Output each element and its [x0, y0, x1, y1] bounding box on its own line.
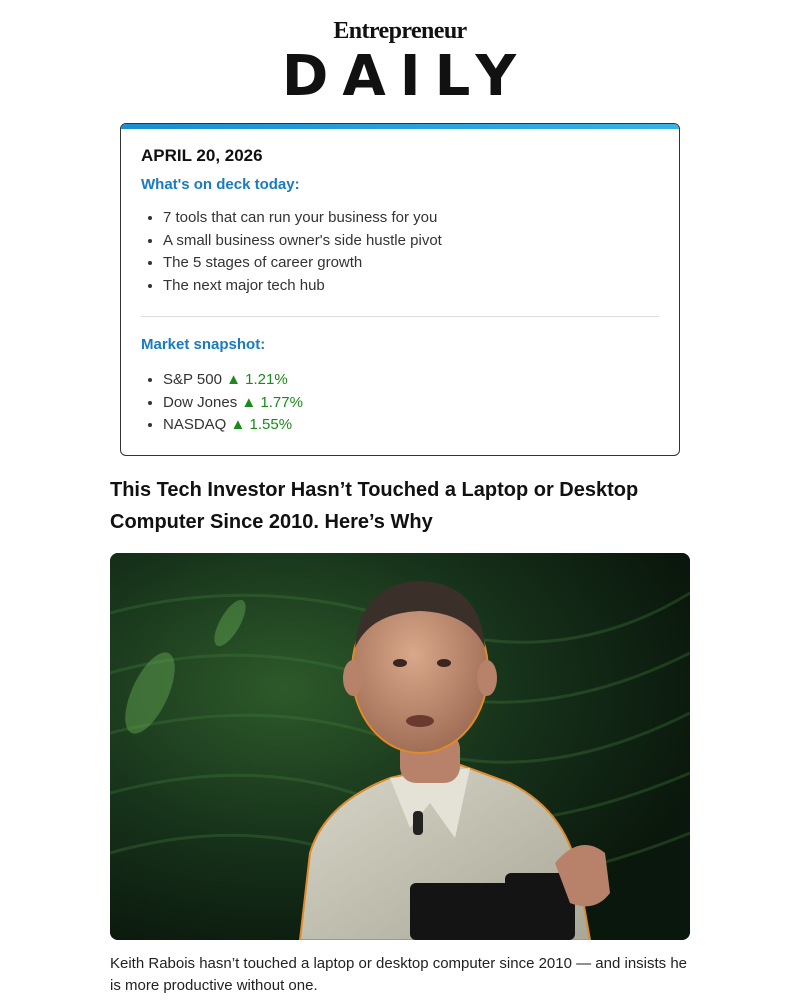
deck-item[interactable]: • 7 tools that can run your business for you [163, 207, 659, 230]
market-name: Dow Jones [163, 393, 238, 411]
market-name: S&P 500 [163, 371, 222, 388]
market-item [163, 414, 659, 437]
hero-illustration [110, 553, 690, 940]
market-item [163, 392, 659, 415]
market-change: ▲ 1.21% [226, 371, 288, 388]
deck-item[interactable]: • The 5 stages of career growth [163, 252, 659, 275]
deck-content [141, 146, 659, 437]
market-heading: Market snapshot: [141, 336, 266, 353]
deck-list [141, 207, 659, 297]
market-item [163, 369, 659, 392]
deck-item[interactable]: • The next major tech hub [163, 275, 659, 298]
divider [141, 316, 659, 317]
image-caption: Keith Rabois hasn’t touched a laptop or desktop computer since 2010 — and insists he is more productive without one. [110, 955, 688, 994]
market-change: ▲ 1.55% [230, 416, 293, 433]
deck-card [120, 123, 680, 456]
newsletter-title: DAILY [281, 44, 531, 109]
market-list [141, 369, 659, 437]
brand-logo[interactable]: Entrepreneur [333, 18, 467, 44]
issue-date: APRIL 20, 2026 [141, 146, 263, 165]
article-headline[interactable]: This Tech Investor Hasn’t Touched a Laptop or Desktop Computer Since 2010. Here’s Why [110, 479, 639, 533]
card-accent-bar [121, 124, 679, 129]
hero-image[interactable] [110, 553, 690, 940]
deck-item[interactable]: • A small business owner's side hustle pivot [163, 230, 659, 253]
market-name: NASDAQ [163, 416, 227, 433]
market-change: ▲ 1.77% [241, 393, 303, 411]
deck-heading: What's on deck today: [141, 176, 300, 193]
